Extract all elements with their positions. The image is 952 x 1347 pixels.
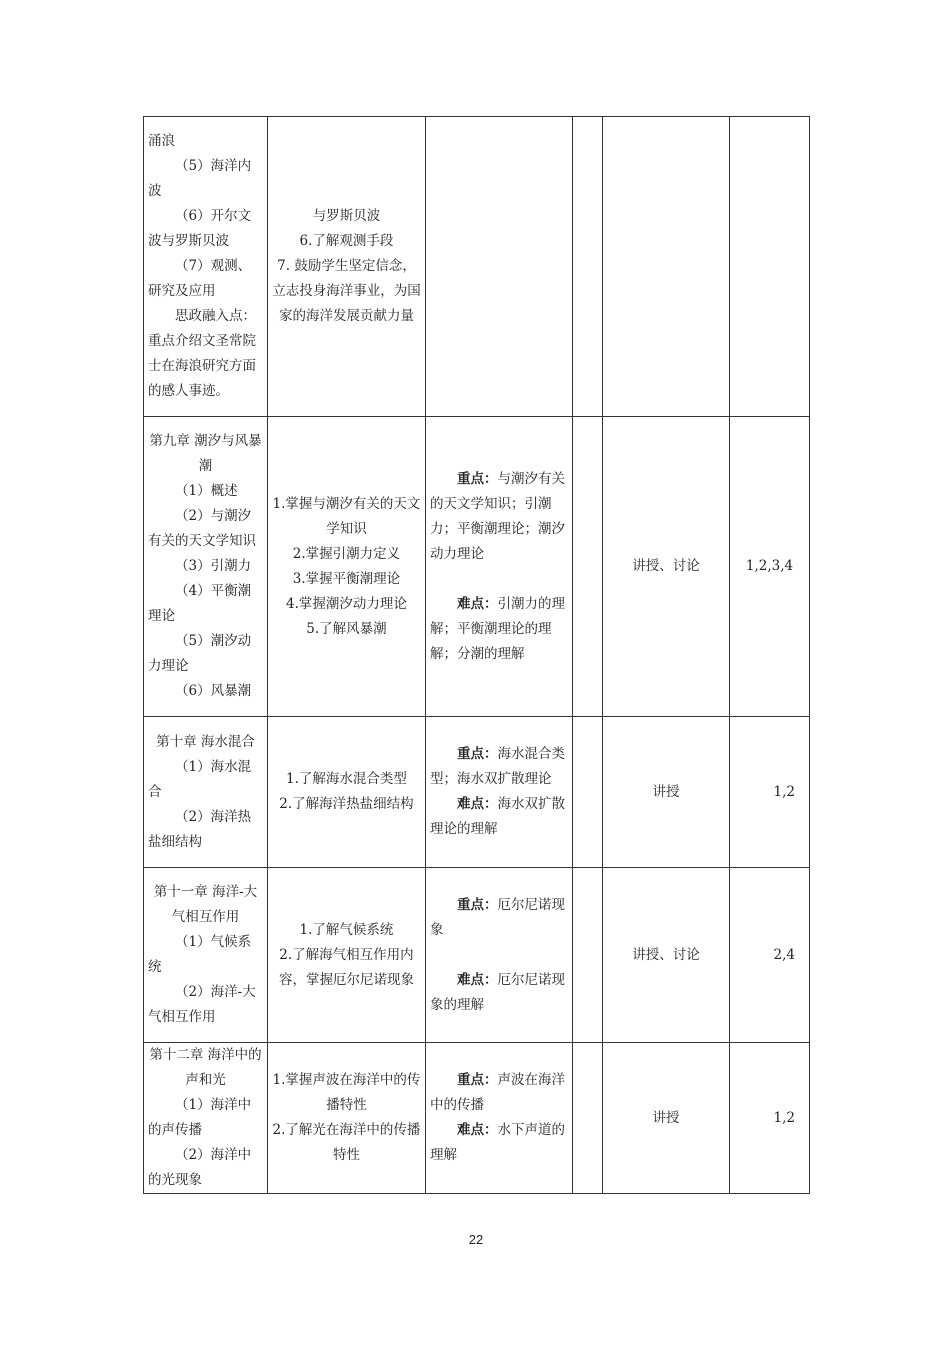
chapter-line: （2）海洋-大气相互作用 [148, 984, 256, 1025]
method-cell: 讲授、讨论 [603, 868, 730, 1043]
chapter-line: （1）海水混合 [148, 758, 252, 800]
requirement-line: 2.了解光在海洋中的传播特性 [272, 1122, 421, 1163]
requirement-line: 1.了解海水混合类型 [286, 771, 407, 787]
refs-cell: 1,2 [730, 1043, 810, 1194]
requirement-line: 3.掌握平衡潮理论 [292, 570, 401, 587]
key-points-cell [426, 868, 573, 1043]
chapter-line: （1）概述 [175, 483, 238, 499]
requirement-line: 2.掌握引潮力定义 [292, 545, 401, 562]
chapter-line: （6）开尔文波与罗斯贝波 [148, 208, 252, 249]
key-text: 声波在海洋中的传播 [430, 1072, 565, 1113]
requirements-cell [268, 117, 426, 417]
chapter-cell [144, 717, 268, 868]
key-label: 重点： [457, 896, 498, 913]
chapter-title: 第十章 海水混合 [156, 733, 255, 750]
empty-cell [573, 417, 603, 717]
empty-cell [573, 717, 603, 868]
chapter-line: （7）观测、研究及应用 [148, 258, 252, 299]
difficulty-text: 厄尔尼诺现象的理解 [430, 971, 565, 1013]
syllabus-table [143, 116, 810, 1194]
key-text: 厄尔尼诺现象 [430, 896, 565, 938]
chapter-line: （3）引潮力 [175, 558, 252, 574]
chapter-line: （5）海洋内波 [148, 158, 252, 199]
chapter-cell [144, 417, 268, 717]
chapter-cell [144, 117, 268, 417]
chapter-line: （6）风暴潮 [175, 683, 252, 699]
chapter-line: （2）海洋中的光现象 [148, 1147, 252, 1188]
table-row [144, 717, 810, 868]
method-cell: 讲授、讨论 [603, 417, 730, 717]
requirements-cell [268, 717, 426, 868]
chapter-title: 第十二章 海洋中的声和光 [149, 1047, 262, 1088]
requirement-line: 1.了解气候系统 [299, 921, 394, 938]
refs-cell: 1,2,3,4 [730, 417, 810, 717]
chapter-line: （1）海洋中的声传播 [148, 1097, 252, 1138]
requirement-line: 2.了解海气相互作用内容，掌握厄尔尼诺现象 [279, 946, 414, 988]
requirement-line: 1.掌握与潮汐有关的天文学知识 [272, 495, 421, 537]
key-text: 海水混合类型；海水双扩散理论 [430, 746, 565, 787]
key-label: 重点： [457, 746, 498, 762]
difficulty-label: 难点： [457, 796, 498, 812]
method-cell: 讲授 [603, 1043, 730, 1194]
table-row [144, 1043, 810, 1194]
key-label: 重点： [457, 1072, 498, 1088]
refs-cell: 1,2 [730, 717, 810, 868]
chapter-cell [144, 1043, 268, 1194]
key-points-cell [426, 1043, 573, 1194]
key-points-cell [426, 717, 573, 868]
empty-cell [573, 868, 603, 1043]
empty-cell [573, 117, 603, 417]
chapter-line: 涌浪 [148, 133, 175, 149]
chapter-line: （4）平衡潮理论 [148, 583, 252, 624]
chapter-line: （2）海洋热盐细结构 [148, 808, 252, 850]
requirements-cell [268, 868, 426, 1043]
method-cell: 讲授 [603, 717, 730, 868]
method-cell [603, 117, 730, 417]
table-row [144, 417, 810, 717]
difficulty-text: 水下声道的理解 [430, 1122, 565, 1163]
chapter-line: （1）气候系统 [148, 934, 252, 975]
difficulty-label: 难点： [457, 595, 498, 612]
requirement-line: 1.掌握声波在海洋中的传播特性 [272, 1072, 421, 1113]
requirement-line: 与罗斯贝波 [312, 208, 381, 224]
key-points-cell [426, 417, 573, 717]
chapter-title: 第十一章 海洋-大气相互作用 [153, 884, 258, 925]
table-row [144, 117, 810, 417]
requirement-line: 7. 鼓励学生坚定信念，立志投身海洋事业，为国家的海洋发展贡献力量 [272, 258, 421, 324]
chapter-cell [144, 868, 268, 1043]
requirements-cell [268, 1043, 426, 1194]
empty-cell [573, 1043, 603, 1194]
requirement-line: 6.了解观测手段 [299, 233, 394, 249]
chapter-line: 思政融入点：重点介绍文圣常院士在海浪研究方面的感人事迹。 [148, 308, 256, 399]
key-text: 与潮汐有关的天文学知识；引潮力；平衡潮理论；潮汐动力理论 [430, 470, 565, 562]
requirement-line: 2.了解海洋热盐细结构 [279, 796, 414, 812]
requirements-cell [268, 417, 426, 717]
difficulty-label: 难点： [457, 971, 498, 988]
difficulty-text: 海水双扩散理论的理解 [430, 796, 565, 837]
requirement-line: 4.掌握潮汐动力理论 [286, 595, 407, 612]
refs-cell [730, 117, 810, 417]
chapter-title: 第九章 潮汐与风暴潮 [149, 433, 262, 474]
key-points-cell [426, 117, 573, 417]
table-row [144, 868, 810, 1043]
chapter-line: （5）潮汐动力理论 [148, 633, 252, 674]
difficulty-text: 引潮力的理解；平衡潮理论的理解；分潮的理解 [430, 595, 565, 662]
key-label: 重点： [457, 470, 498, 487]
page-number: 22 [468, 1232, 484, 1247]
chapter-line: （2）与潮汐有关的天文学知识 [148, 508, 256, 549]
refs-cell: 2,4 [730, 868, 810, 1043]
difficulty-label: 难点： [457, 1122, 498, 1138]
requirement-line: 5.了解风暴潮 [306, 620, 387, 637]
